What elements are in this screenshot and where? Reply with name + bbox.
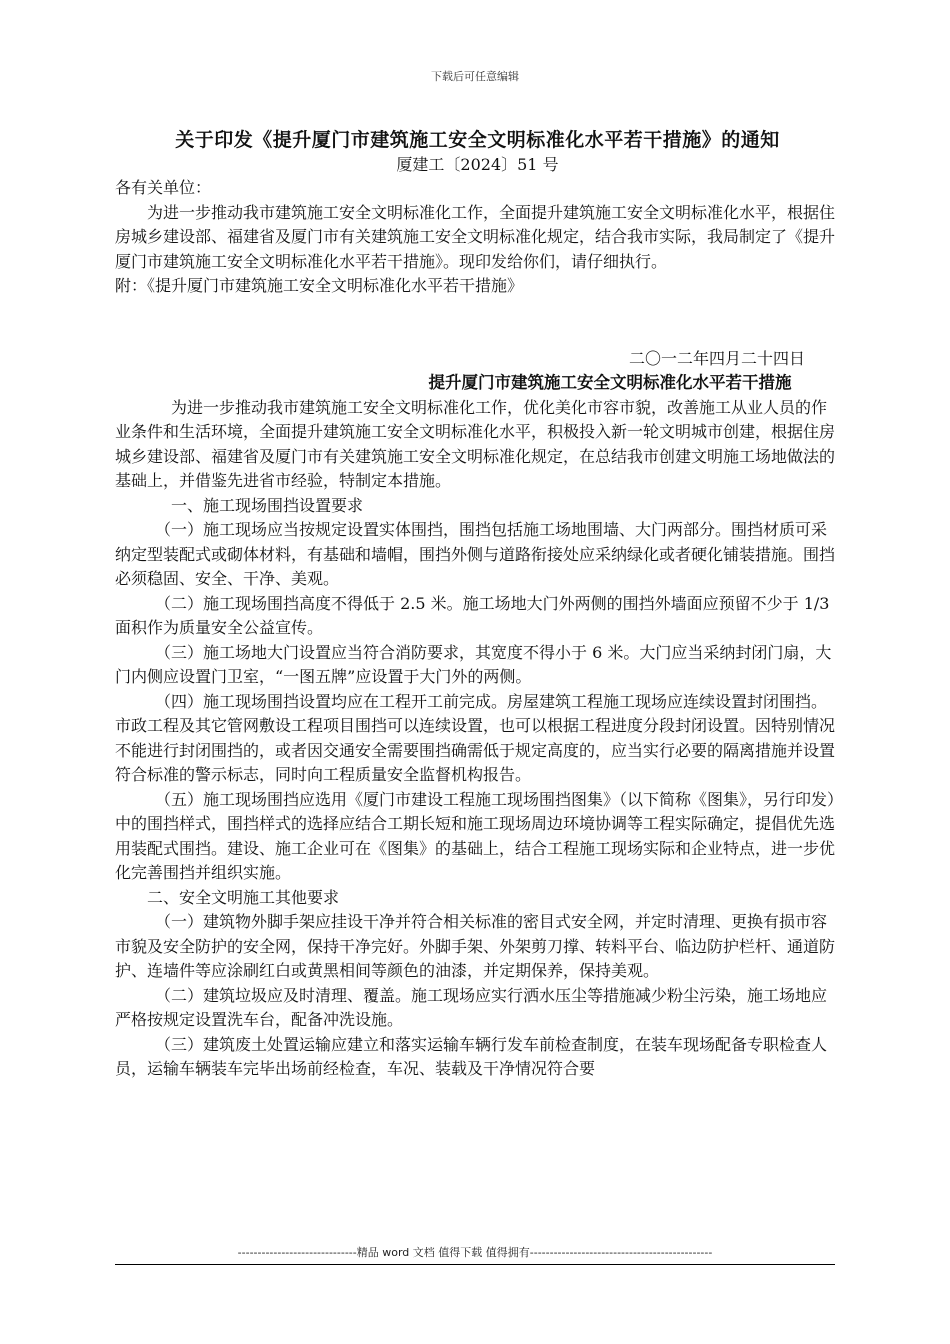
attachment-line: 附：《提升厦门市建筑施工安全文明标准化水平若干措施》 (115, 276, 524, 295)
section-1-item-5: （五）施工现场围挡应选用《厦门市建设工程施工现场围挡图集》（以下简称《图集》，另行印发）中的围挡样式，围挡样式的选择应结合工期长短和施工现场周边环境协调等工程实际确定，提倡优先选用装配式围挡。建设、施工企业可在《图集》的基础上，结合工程施工现场实际和企业特点，进一步优化完善围挡并组织实施。 (115, 789, 836, 882)
section-1-item-1: （一）施工现场应当按规定设置实体围挡，围挡包括施工场地围墙、大门两部分。围挡材质可采纳定型装配式或砌体材料，有基础和墙帽，围挡外侧与道路衔接处应采纳绿化或者硬化铺装措施。围挡必须稳固、安全、干净、美观。 (115, 520, 836, 588)
page-header-note: 下载后可任意编辑 (431, 70, 519, 83)
footer-rule (115, 1264, 835, 1265)
section-1-item-2: （二）施工现场围挡高度不得低于 2.5 米。施工场地大门外两侧的围挡外墙面应预留不少于 1/3 面积作为质量安全公益宣传。 (115, 593, 830, 637)
preface-paragraph: 为进一步推动我市建筑施工安全文明标准化工作，优化美化市容市貌，改善施工从业人员的作业条件和生活环境，全面提升建筑施工安全文明标准化水平，积极投入新一轮文明城市创建，根据住房城乡建设部、福建省及厦门市有关建筑施工安全文明标准化规定，在总结我市创建文明施工场地做法的基础上，并借鉴先进省市经验，特制定本措施。 (115, 397, 836, 490)
document-body (115, 176, 835, 1082)
section-2-heading: 二、安全文明施工其他要求 (147, 887, 340, 907)
spacer (115, 299, 835, 347)
section-2-item-3: （三）建筑废土处置运输应建立和落实运输车辆行发车前检查制度，在装车现场配备专职检查人员，运输车辆装车完毕出场前经检查，车况、装载及干净情况符合要 (115, 1034, 828, 1078)
measures-title: 提升厦门市建筑施工安全文明标准化水平若干措施 (428, 373, 792, 392)
salutation: 各有关单位： (115, 178, 212, 197)
section-2-item-1: （一）建筑物外脚手架应挂设干净并符合相关标准的密目式安全网，并定时清理、更换有损市容市貌及安全防护的安全网，保持干净完好。外脚手架、外架剪刀撑、转料平台、临边防护栏杆、通道防护、连墙件等应涂刷红白或黄黑相间等颜色的油漆，并定期保养，保持美观。 (115, 912, 836, 980)
section-1-heading: 一、施工现场围挡设置要求 (171, 495, 364, 515)
page-footer-text: ------------------------------精品 word 文档 值得下载 值得拥有---------------------------------------------- (237, 1246, 713, 1259)
section-2-item-2: （二）建筑垃圾应及时清理、覆盖。施工现场应实行洒水压尘等措施减少粉尘污染，施工场地应严格按规定设置洗车台，配备冲洗设施。 (115, 985, 828, 1029)
section-1-item-3: （三）施工场地大门设置应当符合消防要求，其宽度不得小于 6 米。大门应当采纳封闭门扇，大门内侧应设置门卫室，“一图五牌”应设置于大门外的两侧。 (115, 642, 832, 686)
intro-paragraph: 为进一步推动我市建筑施工安全文明标准化工作，全面提升建筑施工安全文明标准化水平，根据住房城乡建设部、福建省及厦门市有关建筑施工安全文明标准化规定，结合我市实际，我局制定了《提升厦门市建筑施工安全文明标准化水平若干措施》。现印发给你们，请仔细执行。 (115, 202, 836, 271)
issue-date: 二〇一二年四月二十四日 (628, 348, 805, 368)
section-1-item-4: （四）施工现场围挡设置均应在工程开工前完成。房屋建筑工程施工现场应连续设置封闭围挡。市政工程及其它管网敷设工程项目围挡可以连续设置，也可以根据工程进度分段封闭设置。因特别情况不能进行封闭围挡的，或者因交通安全需要围挡确需低于规定高度的，应当实行必要的隔离措施并设置符合标准的警示标志，同时向工程质量安全监督机构报告。 (115, 691, 836, 784)
document-number: 厦建工〔2024〕51 号 (396, 155, 559, 174)
notice-title: 关于印发《提升厦门市建筑施工安全文明标准化水平若干措施》的通知 (175, 129, 780, 151)
